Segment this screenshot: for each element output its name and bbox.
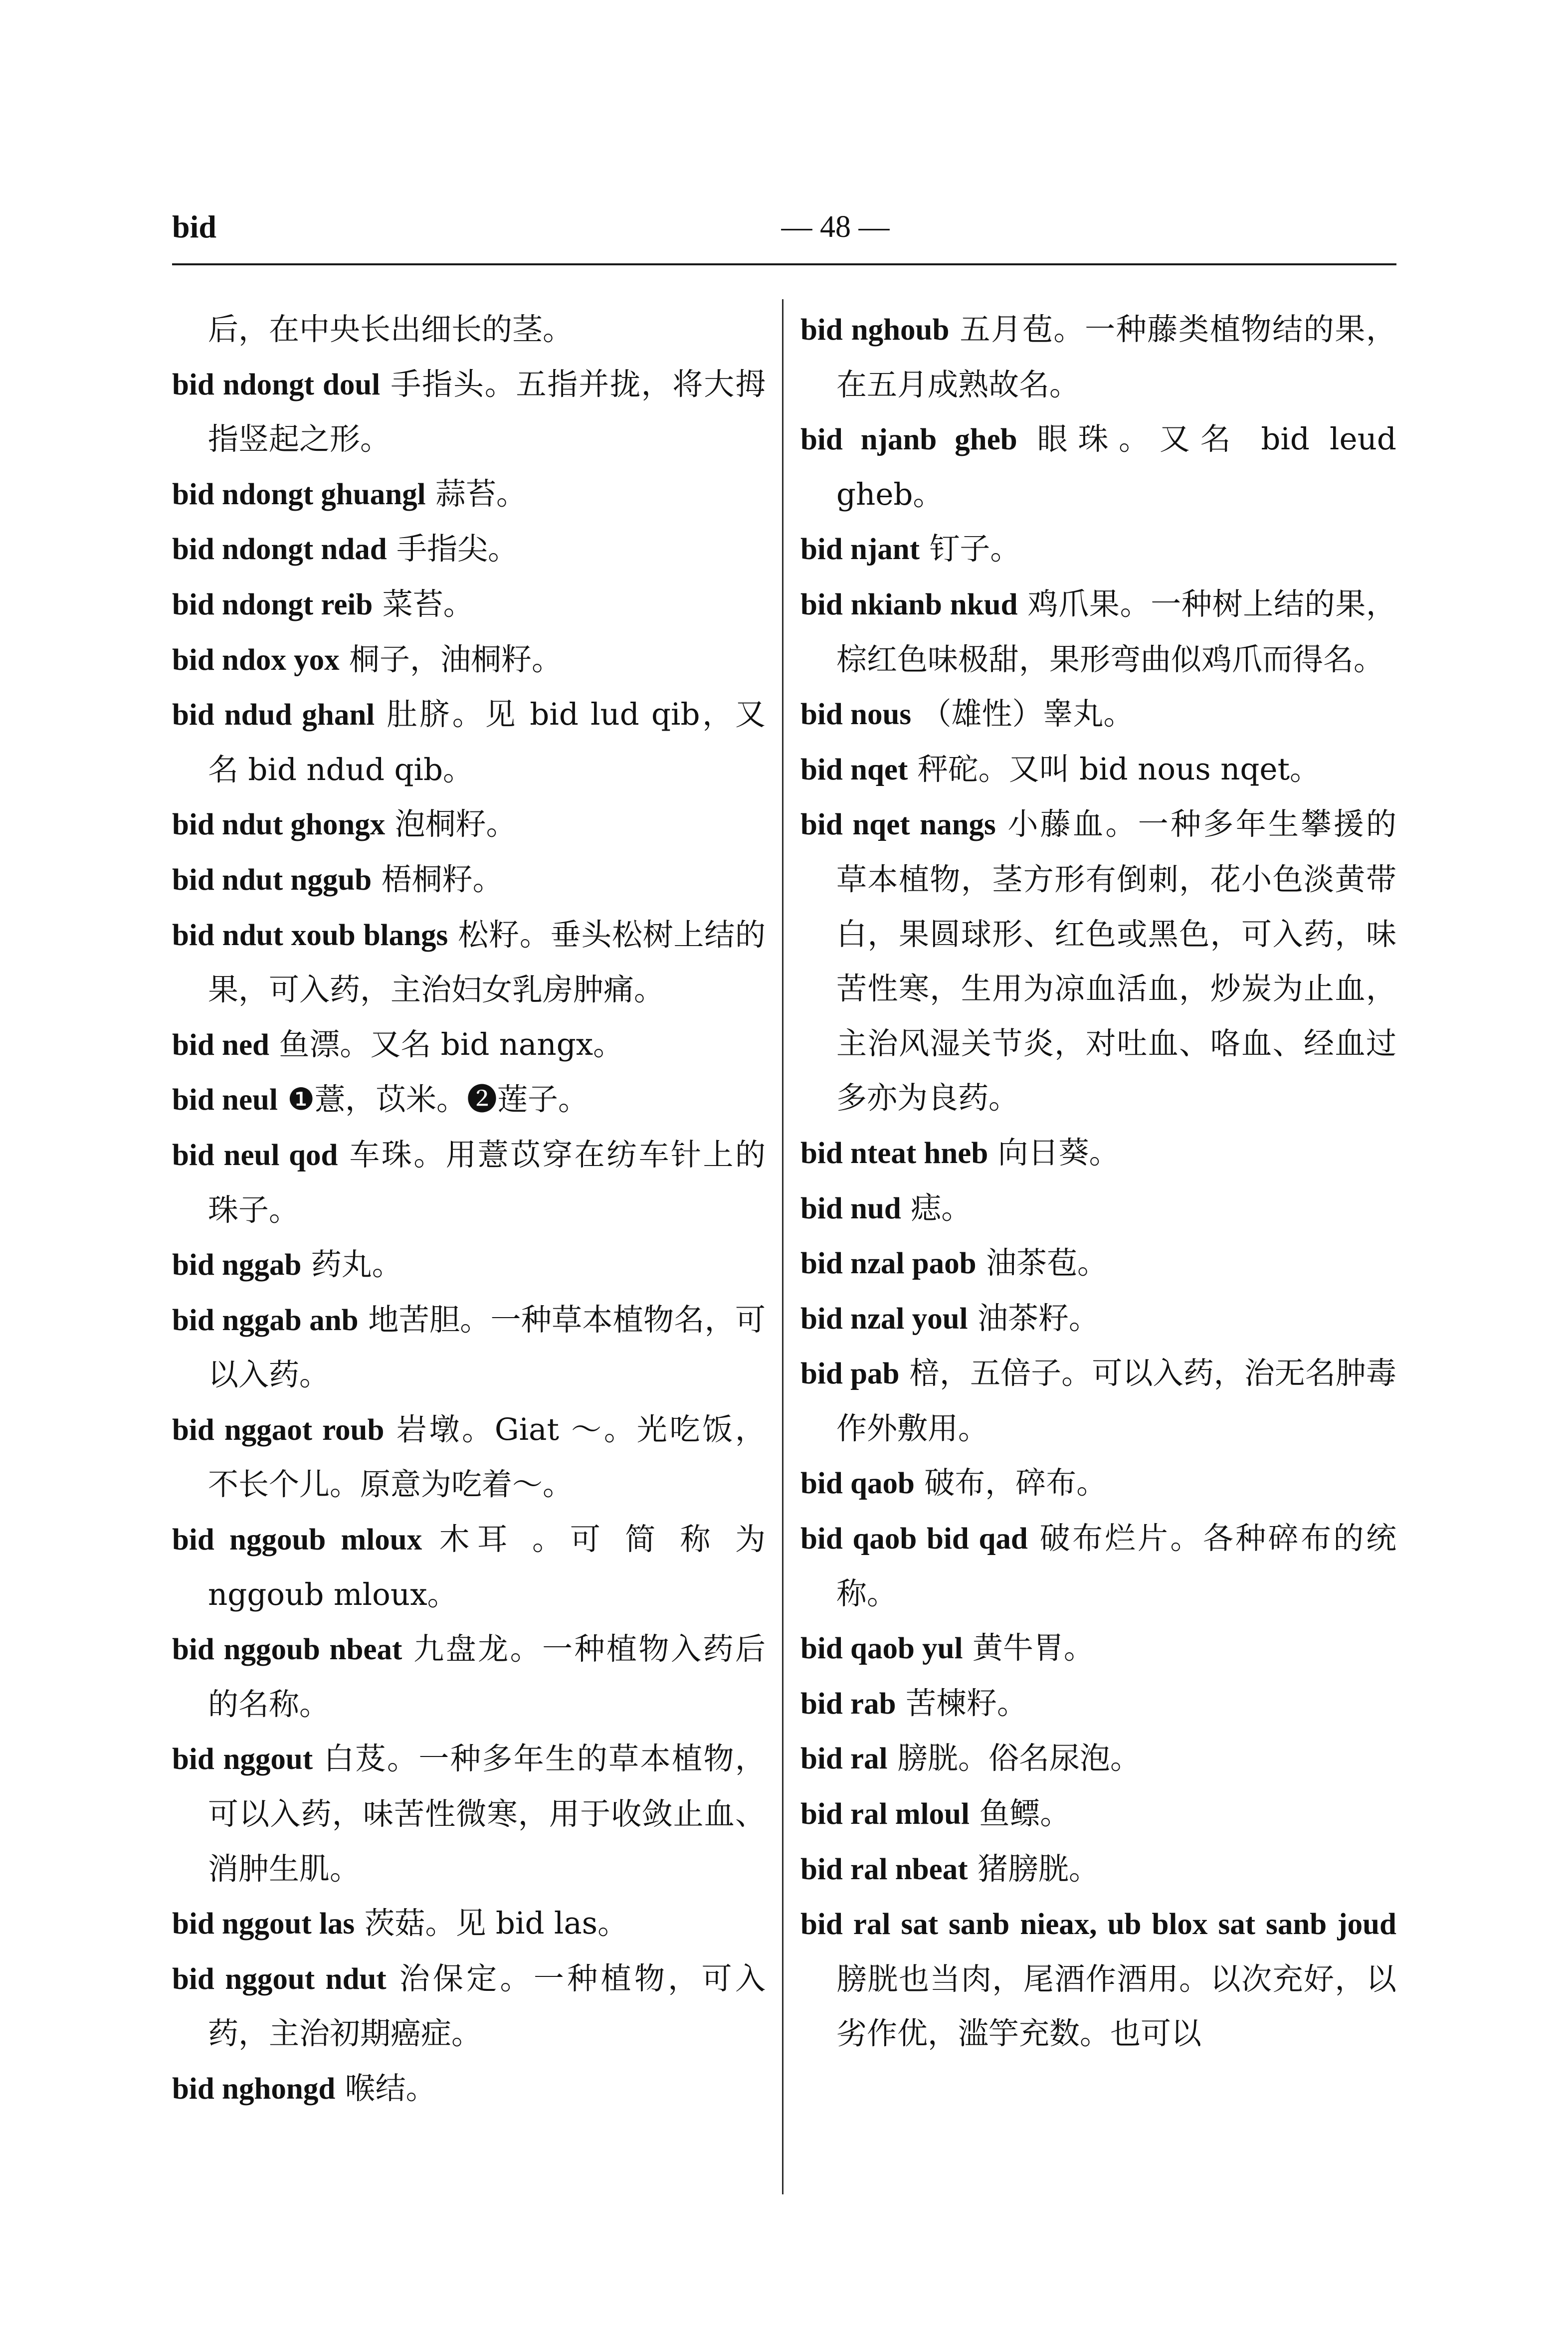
entry-term: bid ndongt ndad (172, 533, 387, 567)
dictionary-entry (172, 908, 766, 1017)
entry-term: bid ndongt reib (172, 587, 373, 621)
dictionary-entry (800, 1676, 1396, 1732)
entry-term: bid nkianb nkud (800, 587, 1018, 621)
entry-definition: 九盘龙。一种植物入药后的名称。 (208, 1631, 766, 1722)
entry-term: bid nggab (172, 1248, 302, 1282)
entry-definition: 鱼鳔。 (979, 1796, 1071, 1832)
entry-term: bid neul (172, 1083, 278, 1117)
entry-term: bid nghongd (172, 2072, 336, 2106)
entry-definition: 油茶籽。 (978, 1300, 1100, 1336)
dictionary-entry (800, 522, 1396, 577)
entry-definition: 蒜苔。 (435, 476, 527, 512)
dictionary-entry (172, 1951, 766, 2061)
entry-definition: 梧桐籽。 (381, 861, 503, 897)
dictionary-entry (172, 1017, 766, 1073)
dictionary-entry (172, 687, 766, 797)
entry-term: bid nggaot roub (172, 1413, 385, 1447)
page-number: — 48 — (781, 210, 890, 244)
entry-definition: 后，在中央长出细长的茎。 (208, 312, 574, 347)
entry-definition: 向日葵。 (997, 1135, 1120, 1170)
entry-definition: 白芨。一种多年生的草本植物，可以入药，味苦性微寒，用于收敛止血、消肿生肌。 (208, 1741, 766, 1887)
entry-term: bid ndut ghongx (172, 808, 386, 842)
left-column (172, 302, 766, 2117)
dictionary-entry (800, 1126, 1396, 1181)
dictionary-entry (800, 1291, 1396, 1347)
entry-term: bid njanb gheb (800, 423, 1017, 457)
entry-definition: 药丸。 (311, 1247, 402, 1283)
dictionary-entry (172, 1128, 766, 1237)
entry-definition: 钉子。 (929, 531, 1021, 567)
entry-definition: 眼珠。又名 bid leud gheb。 (836, 421, 1396, 512)
dictionary-entry (172, 797, 766, 852)
entry-term: bid nqet (800, 753, 908, 786)
entry-definition: 鱼漂。又名 bid nangx。 (279, 1026, 624, 1062)
entry-definition: 手指尖。 (396, 531, 519, 567)
dictionary-entry (172, 1622, 766, 1732)
entry-term: bid ndut nggub (172, 863, 372, 897)
entry-term: bid ral sat sanb nieax, ub blox sat sanb joud (800, 1908, 1396, 1942)
dictionary-entry (800, 1236, 1396, 1291)
entry-term: bid nggout (172, 1743, 313, 1776)
dictionary-entry (172, 1237, 766, 1293)
entry-term: bid njant (800, 533, 920, 567)
entry-term: bid nghoub (800, 313, 950, 347)
entry-term: bid neul qod (172, 1138, 338, 1172)
entry-term: bid nggout las (172, 1907, 355, 1941)
dictionary-entry (172, 1072, 766, 1128)
entry-definition: 猪膀胱。 (977, 1851, 1099, 1887)
entry-term: bid nud (800, 1191, 901, 1225)
right-column (800, 302, 1396, 2061)
entry-definition: 棓，五倍子。可以入药，治无名肿毒作外敷用。 (836, 1356, 1397, 1446)
page-header (172, 202, 1396, 252)
dictionary-entry (800, 742, 1396, 797)
entry-term: bid ral (800, 1742, 888, 1776)
dictionary-entry (800, 1511, 1396, 1621)
entry-definition: 痣。 (911, 1190, 972, 1226)
dictionary-entry (800, 1786, 1396, 1842)
dictionary-entry (172, 1732, 766, 1896)
entry-definition: 喉结。 (345, 2071, 436, 2106)
entry-term: bid ndongt doul (172, 368, 381, 401)
entry-definition: 松籽。垂头松树上结的果，可入药，主治妇女乳房肿痛。 (208, 917, 766, 1008)
entry-term: bid nggoub nbeat (172, 1633, 402, 1667)
dictionary-entry (172, 467, 766, 522)
dictionary-entry (800, 1456, 1396, 1511)
entry-term: bid ral nbeat (800, 1852, 968, 1886)
dictionary-entry (800, 1181, 1396, 1236)
dictionary-entry (800, 1621, 1396, 1676)
entry-definition: 五月苞。一种藤类植物结的果，在五月成熟故名。 (836, 312, 1396, 402)
entry-definition: 鸡爪果。一种树上结的果，棕红色味极甜，果形弯曲似鸡爪而得名。 (836, 586, 1396, 677)
entry-term: bid ral mloul (800, 1797, 970, 1831)
dictionary-entry (800, 302, 1396, 412)
dictionary-entry (800, 412, 1396, 522)
entry-term: bid qaob yul (800, 1632, 963, 1666)
entry-term: bid ndox yox (172, 643, 340, 677)
entry-definition: 治保定。一种植物，可入药，主治初期癌症。 (208, 1960, 766, 2052)
dictionary-entry (172, 1512, 766, 1622)
entry-definition: 车珠。用薏苡穿在纺车针上的珠子。 (208, 1137, 766, 1228)
entry-definition: ❶薏，苡米。❷莲子。 (287, 1082, 588, 1118)
entry-term: bid ndongt ghuangl (172, 477, 426, 511)
running-headword: bid (172, 209, 216, 244)
entry-term: bid nteat hneb (800, 1136, 988, 1170)
entry-term: bid ned (172, 1028, 269, 1062)
entry-definition: 岩墩。Giat ～。光吃饭，不长个儿。原意为吃着～。 (208, 1411, 766, 1503)
entry-term: bid qaob (800, 1467, 915, 1501)
entry-term: bid ndud ghanl (172, 698, 375, 732)
entry-term: bid pab (800, 1357, 900, 1391)
entry-definition: 黄牛胃。 (972, 1630, 1094, 1666)
entry-term: bid nous (800, 698, 912, 732)
dictionary-entry (172, 852, 766, 908)
dictionary-entry (172, 1896, 766, 1951)
entry-definition: 木耳 。可 简 称 为 nggoub mloux。 (208, 1522, 766, 1612)
entry-definition: 苦楝籽。 (905, 1685, 1027, 1721)
entry-term: bid nzal paob (800, 1247, 977, 1281)
entry-definition: 破布，碎布。 (924, 1465, 1107, 1501)
dictionary-entry (800, 797, 1396, 1126)
entry-term: bid nggoub mloux (172, 1523, 422, 1557)
entry-definition: 秤砣。又叫 bid nous nqet。 (917, 751, 1321, 787)
dictionary-entry (172, 2061, 766, 2117)
column-divider (782, 299, 784, 2194)
dictionary-entry (172, 1293, 766, 1402)
dictionary-entry (800, 687, 1396, 742)
dictionary-entry (800, 577, 1396, 687)
entry-term: bid ndut xoub blangs (172, 918, 448, 952)
dictionary-entry (172, 522, 766, 577)
entry-definition: 膀胱。俗名尿泡。 (897, 1741, 1141, 1776)
entry-definition: 肚脐。见 bid lud qib，又名 bid ndud qib。 (208, 697, 766, 787)
dictionary-entry (172, 577, 766, 632)
dictionary-entry (172, 302, 766, 357)
entry-definition: 膀胱也当肉，尾酒作酒用。以次充好，以劣作优，滥竽充数。也可以 (836, 1961, 1396, 2052)
dictionary-entry (800, 1731, 1396, 1786)
entry-definition: 油茶苞。 (986, 1245, 1108, 1281)
dictionary-entry (172, 632, 766, 688)
entry-definition: 手指头。五指并拢，将大拇指竖起之形。 (208, 366, 766, 457)
entry-term: bid rab (800, 1687, 896, 1721)
entry-term: bid nqet nangs (800, 808, 996, 842)
entry-definition: 桐子，油桐籽。 (349, 641, 563, 677)
entry-definition: 小藤血。一种多年生攀援的草本植物，茎方形有倒刺，花小色淡黄带白，果圆球形、红色或黑色，可入药，味苦性寒，生用为凉血活血，炒炭为止血，主治风湿关节炎，对吐血、咯血、经血过多亦为良药。 (836, 806, 1396, 1116)
entry-definition: 菜苔。 (382, 586, 474, 622)
entry-definition: 地苦胆。一种草本植物名，可以入药。 (208, 1302, 766, 1393)
dictionary-entry (800, 1842, 1396, 1897)
entry-definition: （雄性）睾丸。 (921, 696, 1134, 732)
entry-term: bid nzal youl (800, 1302, 968, 1336)
entry-term: bid qaob bid qad (800, 1522, 1028, 1556)
entry-term: bid nggab anb (172, 1303, 359, 1337)
header-rule (172, 263, 1396, 265)
dictionary-entry (800, 1346, 1396, 1456)
entry-definition: 泡桐籽。 (394, 806, 517, 842)
dictionary-entry (800, 1897, 1396, 2061)
entry-definition: 茨菇。见 bid las。 (364, 1906, 628, 1942)
entry-definition: 破布烂片。各种碎布的统称。 (836, 1521, 1396, 1611)
dictionary-entry (172, 357, 766, 467)
dictionary-entry (172, 1402, 766, 1512)
entry-term: bid nggout ndut (172, 1962, 387, 1996)
